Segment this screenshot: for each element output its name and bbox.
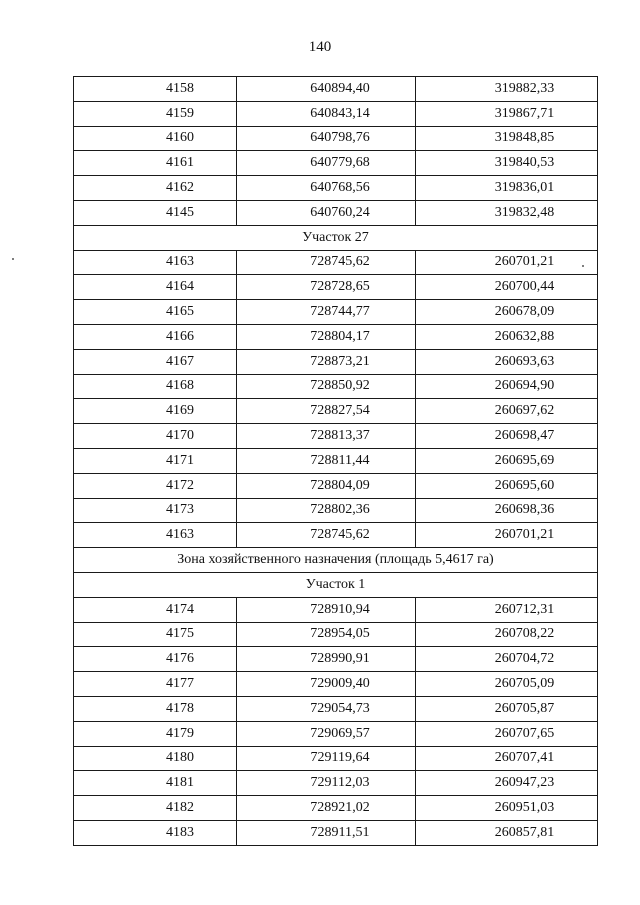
section-heading-row <box>74 548 598 573</box>
y-coordinate-cell: 260707,41 <box>416 746 598 771</box>
y-coordinate-cell: 260632,88 <box>416 324 598 349</box>
point-number-cell: 4173 <box>74 498 237 523</box>
x-coordinate-cell: 729112,03 <box>237 771 416 796</box>
x-coordinate-cell: 728921,02 <box>237 796 416 821</box>
table-row <box>74 672 598 697</box>
table-row <box>74 374 598 399</box>
point-number-cell: 4180 <box>74 746 237 771</box>
x-coordinate-cell: 728954,05 <box>237 622 416 647</box>
point-number-cell: 4172 <box>74 473 237 498</box>
table-row <box>74 77 598 102</box>
table-row <box>74 771 598 796</box>
table-row <box>74 151 598 176</box>
section-heading: Участок 1 <box>74 572 598 597</box>
point-number-cell: 4178 <box>74 696 237 721</box>
x-coordinate-cell: 728813,37 <box>237 424 416 449</box>
point-number-cell: 4175 <box>74 622 237 647</box>
y-coordinate-cell: 260697,62 <box>416 399 598 424</box>
y-coordinate-cell: 260694,90 <box>416 374 598 399</box>
y-coordinate-cell: 319882,33 <box>416 77 598 102</box>
point-number-cell: 4171 <box>74 448 237 473</box>
x-coordinate-cell: 729009,40 <box>237 672 416 697</box>
y-coordinate-cell: 260698,36 <box>416 498 598 523</box>
table-row <box>74 473 598 498</box>
point-number-cell: 4159 <box>74 101 237 126</box>
point-number-cell: 4168 <box>74 374 237 399</box>
x-coordinate-cell: 729054,73 <box>237 696 416 721</box>
table-row <box>74 746 598 771</box>
y-coordinate-cell: 319867,71 <box>416 101 598 126</box>
table-row <box>74 176 598 201</box>
point-number-cell: 4164 <box>74 275 237 300</box>
point-number-cell: 4177 <box>74 672 237 697</box>
y-coordinate-cell: 260701,21 <box>416 523 598 548</box>
x-coordinate-cell: 640798,76 <box>237 126 416 151</box>
y-coordinate-cell: 260704,72 <box>416 647 598 672</box>
y-coordinate-cell: 260947,23 <box>416 771 598 796</box>
scan-speck <box>582 265 584 267</box>
point-number-cell: 4169 <box>74 399 237 424</box>
y-coordinate-cell: 260695,60 <box>416 473 598 498</box>
y-coordinate-cell: 260701,21 <box>416 250 598 275</box>
x-coordinate-cell: 728804,17 <box>237 324 416 349</box>
y-coordinate-cell: 260700,44 <box>416 275 598 300</box>
table-row <box>74 399 598 424</box>
table-row <box>74 622 598 647</box>
y-coordinate-cell: 319832,48 <box>416 200 598 225</box>
coordinates-table-body <box>74 77 598 846</box>
point-number-cell: 4176 <box>74 647 237 672</box>
point-number-cell: 4160 <box>74 126 237 151</box>
x-coordinate-cell: 728873,21 <box>237 349 416 374</box>
y-coordinate-cell: 260707,65 <box>416 721 598 746</box>
point-number-cell: 4158 <box>74 77 237 102</box>
y-coordinate-cell: 260857,81 <box>416 820 598 845</box>
table-row <box>74 349 598 374</box>
table-row <box>74 820 598 845</box>
x-coordinate-cell: 729119,64 <box>237 746 416 771</box>
table-row <box>74 647 598 672</box>
section-heading-row <box>74 225 598 250</box>
y-coordinate-cell: 260712,31 <box>416 597 598 622</box>
x-coordinate-cell: 728745,62 <box>237 523 416 548</box>
point-number-cell: 4163 <box>74 523 237 548</box>
table-row <box>74 696 598 721</box>
section-heading: Зона хозяйственного назначения (площадь 5,4617 га) <box>74 548 598 573</box>
table-row <box>74 498 598 523</box>
x-coordinate-cell: 640768,56 <box>237 176 416 201</box>
x-coordinate-cell: 640760,24 <box>237 200 416 225</box>
point-number-cell: 4161 <box>74 151 237 176</box>
y-coordinate-cell: 319848,85 <box>416 126 598 151</box>
x-coordinate-cell: 728911,51 <box>237 820 416 845</box>
y-coordinate-cell: 260695,69 <box>416 448 598 473</box>
x-coordinate-cell: 640843,14 <box>237 101 416 126</box>
point-number-cell: 4167 <box>74 349 237 374</box>
point-number-cell: 4165 <box>74 300 237 325</box>
y-coordinate-cell: 260698,47 <box>416 424 598 449</box>
x-coordinate-cell: 728990,91 <box>237 647 416 672</box>
page-number: 140 <box>308 39 332 55</box>
point-number-cell: 4174 <box>74 597 237 622</box>
table-row <box>74 126 598 151</box>
point-number-cell: 4170 <box>74 424 237 449</box>
x-coordinate-cell: 728744,77 <box>237 300 416 325</box>
table-row <box>74 275 598 300</box>
x-coordinate-cell: 728850,92 <box>237 374 416 399</box>
x-coordinate-cell: 728827,54 <box>237 399 416 424</box>
y-coordinate-cell: 260705,09 <box>416 672 598 697</box>
table-row <box>74 597 598 622</box>
x-coordinate-cell: 728728,65 <box>237 275 416 300</box>
point-number-cell: 4182 <box>74 796 237 821</box>
x-coordinate-cell: 728804,09 <box>237 473 416 498</box>
x-coordinate-cell: 640894,40 <box>237 77 416 102</box>
x-coordinate-cell: 728745,62 <box>237 250 416 275</box>
point-number-cell: 4166 <box>74 324 237 349</box>
point-number-cell: 4162 <box>74 176 237 201</box>
table-row <box>74 523 598 548</box>
y-coordinate-cell: 260678,09 <box>416 300 598 325</box>
x-coordinate-cell: 728802,36 <box>237 498 416 523</box>
x-coordinate-cell: 728910,94 <box>237 597 416 622</box>
y-coordinate-cell: 319836,01 <box>416 176 598 201</box>
x-coordinate-cell: 729069,57 <box>237 721 416 746</box>
y-coordinate-cell: 260693,63 <box>416 349 598 374</box>
table-row <box>74 721 598 746</box>
section-heading: Участок 27 <box>74 225 598 250</box>
point-number-cell: 4183 <box>74 820 237 845</box>
table-row <box>74 324 598 349</box>
table-row <box>74 448 598 473</box>
x-coordinate-cell: 728811,44 <box>237 448 416 473</box>
x-coordinate-cell: 640779,68 <box>237 151 416 176</box>
point-number-cell: 4145 <box>74 200 237 225</box>
table-row <box>74 300 598 325</box>
y-coordinate-cell: 260951,03 <box>416 796 598 821</box>
table-row <box>74 424 598 449</box>
coordinates-table <box>73 76 598 846</box>
table-row <box>74 796 598 821</box>
section-heading-row <box>74 572 598 597</box>
y-coordinate-cell: 260705,87 <box>416 696 598 721</box>
scan-speck <box>12 258 14 260</box>
y-coordinate-cell: 260708,22 <box>416 622 598 647</box>
point-number-cell: 4163 <box>74 250 237 275</box>
table-row <box>74 101 598 126</box>
table-row <box>74 250 598 275</box>
point-number-cell: 4181 <box>74 771 237 796</box>
point-number-cell: 4179 <box>74 721 237 746</box>
y-coordinate-cell: 319840,53 <box>416 151 598 176</box>
table-row <box>74 200 598 225</box>
